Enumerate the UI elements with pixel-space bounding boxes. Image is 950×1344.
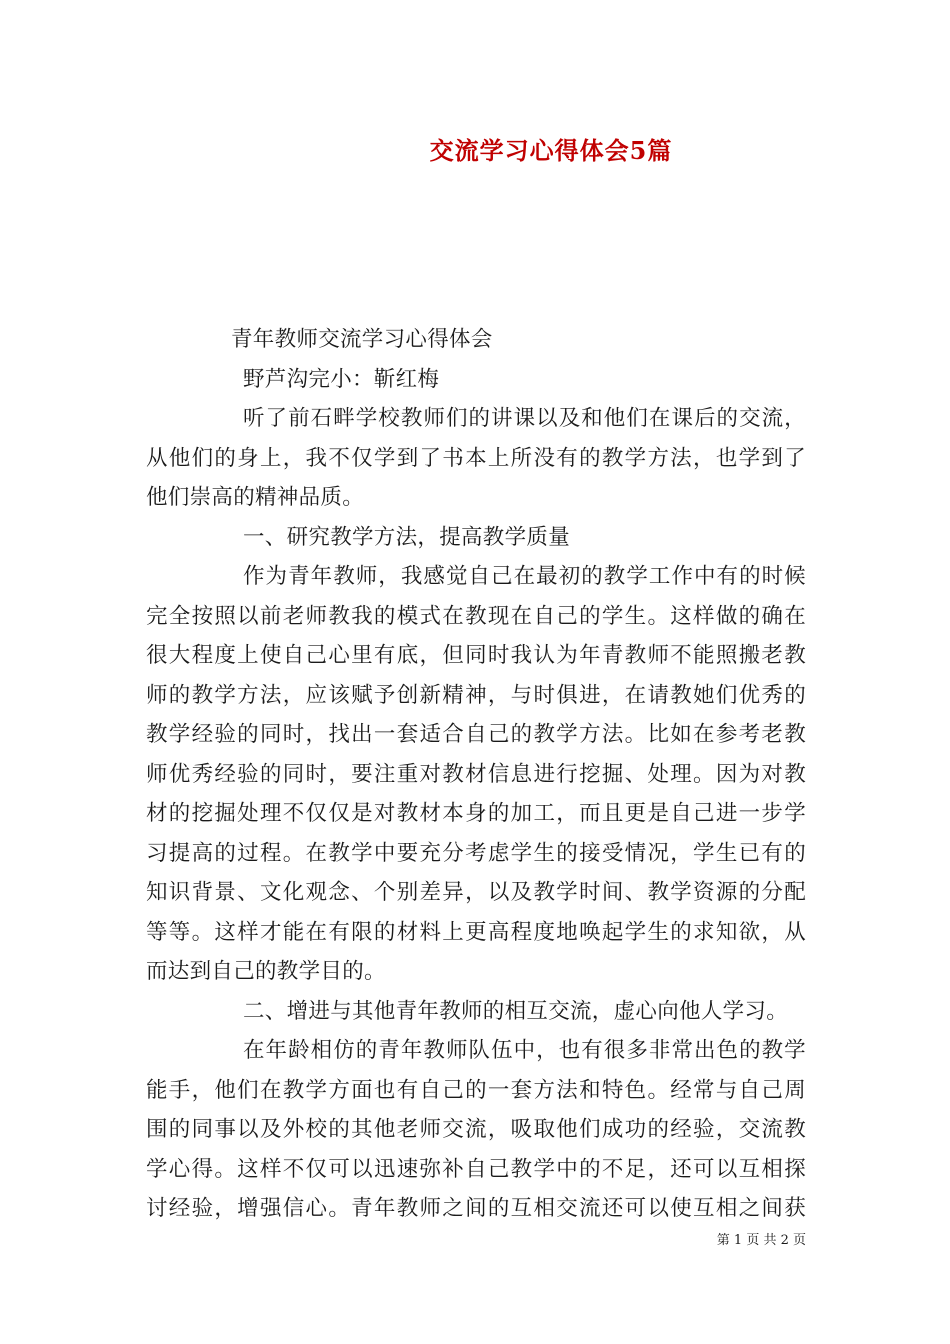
paragraph-line: 等等。这样才能在有限的材料上更高程度地唤起学生的求知欲，从: [146, 919, 806, 945]
paragraph-line: 他们崇高的精神品质。: [146, 485, 365, 510]
paragraph-line: 能手，他们在教学方面也有自己的一套方法和特色。经常与自己周: [146, 1077, 806, 1103]
document-author: 野芦沟完小：靳红梅: [243, 366, 440, 392]
document-body: [146, 320, 806, 1229]
paragraph-line: 教学经验的同时，找出一套适合自己的教学方法。比如在参考老教: [146, 722, 806, 747]
section-heading-2: 二、增进与其他青年教师的相互交流，虚心向他人学习。: [243, 998, 789, 1024]
page-number-footer: 第 1 页 共 2 页: [716, 1233, 806, 1248]
document-title: 交流学习心得体会5篇: [429, 136, 673, 165]
document-subtitle: 青年教师交流学习心得体会: [231, 327, 493, 352]
paragraph-line: 围的同事以及外校的其他老师交流，吸取他们成功的经验，交流教: [146, 1117, 806, 1142]
paragraph-line: 学心得。这样不仅可以迅速弥补自己教学中的不足，还可以互相探: [146, 1156, 806, 1182]
paragraph-line: 而达到自己的教学目的。: [146, 959, 386, 984]
paragraph-3: [146, 1031, 806, 1229]
paragraph-line: 讨经验，增强信心。青年教师之间的互相交流还可以使互相之间获: [146, 1196, 806, 1221]
paragraph-line: 听了前石畔学校教师们的讲课以及和他们在课后的交流，: [243, 406, 806, 431]
paragraph-line: 材的挖掘处理不仅仅是对教材本身的加工，而且更是自己进一步学: [146, 801, 806, 826]
paragraph-2: [146, 557, 806, 992]
paragraph-line: 作为青年教师，我感觉自己在最初的教学工作中有的时候: [243, 564, 806, 589]
paragraph-line: 习提高的过程。在教学中要充分考虑学生的接受情况，学生已有的: [146, 840, 806, 866]
paragraph-line: 在年龄相仿的青年教师队伍中，也有很多非常出色的教学: [243, 1038, 806, 1063]
paragraph-line: 从他们的身上，我不仅学到了书本上所没有的教学方法，也学到了: [146, 445, 806, 471]
section-heading-1: 一、研究教学方法，提高教学质量: [243, 524, 571, 550]
paragraph-1: [146, 399, 806, 518]
paragraph-line: 知识背景、文化观念、个别差异，以及教学时间、教学资源的分配: [146, 880, 806, 905]
paragraph-line: 师优秀经验的同时，要注重对教材信息进行挖掘、处理。因为对教: [146, 761, 806, 787]
paragraph-line: 完全按照以前老师教我的模式在教现在自己的学生。这样做的确在: [146, 603, 806, 629]
paragraph-line: 师的教学方法，应该赋予创新精神，与时俱进，在请教她们优秀的: [146, 682, 806, 708]
paragraph-line: 很大程度上使自己心里有底，但同时我认为年青教师不能照搬老教: [146, 643, 806, 668]
